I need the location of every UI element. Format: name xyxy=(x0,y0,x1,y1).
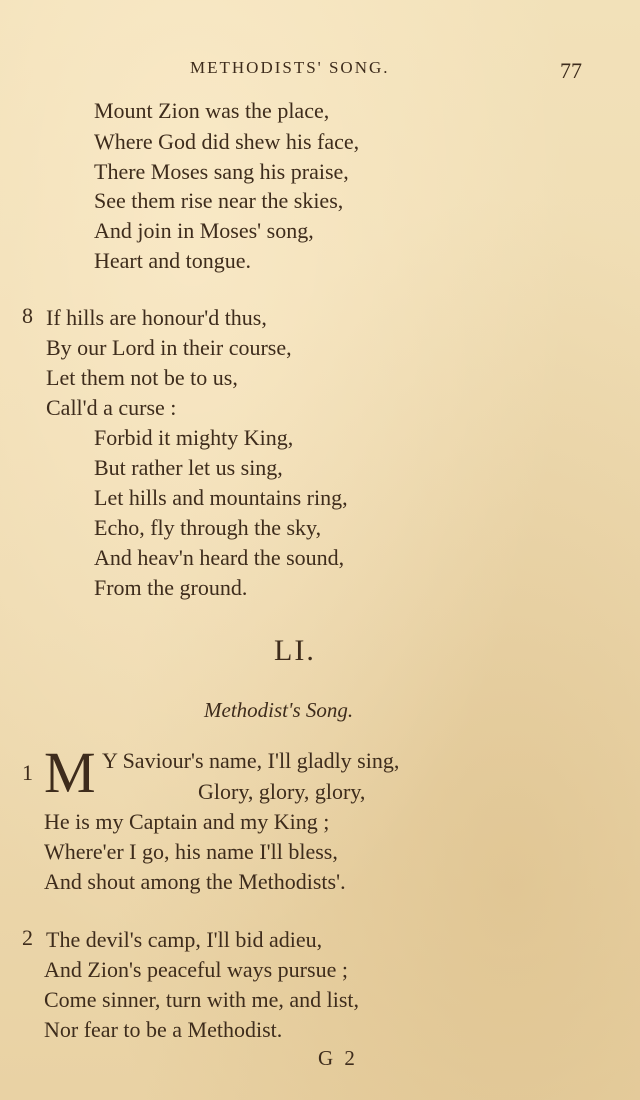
verse-line: But rather let us sing, xyxy=(94,455,283,480)
verse-line: If hills are honour'd thus, xyxy=(46,305,267,330)
verse-line: There Moses sang his praise, xyxy=(94,159,349,184)
running-head: METHODISTS' SONG. xyxy=(190,58,390,77)
verse-line: By our Lord in their course, xyxy=(46,335,292,360)
verse-line: Let them not be to us, xyxy=(46,365,238,390)
verse-line: Come sinner, turn with me, and list, xyxy=(44,987,360,1012)
verse-line: Mount Zion was the place, xyxy=(94,98,330,123)
signature-mark: G 2 xyxy=(318,1046,358,1070)
hymn-number: LI. xyxy=(274,634,316,667)
verse-line: Forbid it mighty King, xyxy=(94,425,294,450)
verse-line: And Zion's peaceful ways pursue ; xyxy=(44,957,348,982)
verse-line: And heav'n heard the sound, xyxy=(94,545,345,570)
verse-line: Y Saviour's name, I'll gladly sing, xyxy=(102,748,400,773)
verse-line: Nor fear to be a Methodist. xyxy=(44,1017,283,1042)
stanza-number: 1 xyxy=(22,760,33,785)
stanza-number: 8 xyxy=(22,303,33,328)
verse-line: He is my Captain and my King ; xyxy=(44,809,330,834)
verse-line: Glory, glory, glory, xyxy=(198,779,366,804)
drop-cap: M xyxy=(44,740,96,805)
verse-line: Echo, fly through the sky, xyxy=(94,515,322,540)
verse-line: See them rise near the skies, xyxy=(94,188,344,213)
verse-line: From the ground. xyxy=(94,575,248,600)
verse-line: Where God did shew his face, xyxy=(94,129,360,154)
verse-line: Let hills and mountains ring, xyxy=(94,485,348,510)
verse-line: And join in Moses' song, xyxy=(94,218,314,243)
verse-line: And shout among the Methodists'. xyxy=(44,869,346,894)
verse-line: Where'er I go, his name I'll bless, xyxy=(44,839,338,864)
stanza-number: 2 xyxy=(22,925,33,950)
page-number: 77 xyxy=(560,58,582,83)
verse-line: Call'd a curse : xyxy=(46,395,177,420)
verse-line: The devil's camp, I'll bid adieu, xyxy=(46,927,323,952)
verse-line: Heart and tongue. xyxy=(94,248,251,273)
hymn-title: Methodist's Song. xyxy=(204,698,354,722)
